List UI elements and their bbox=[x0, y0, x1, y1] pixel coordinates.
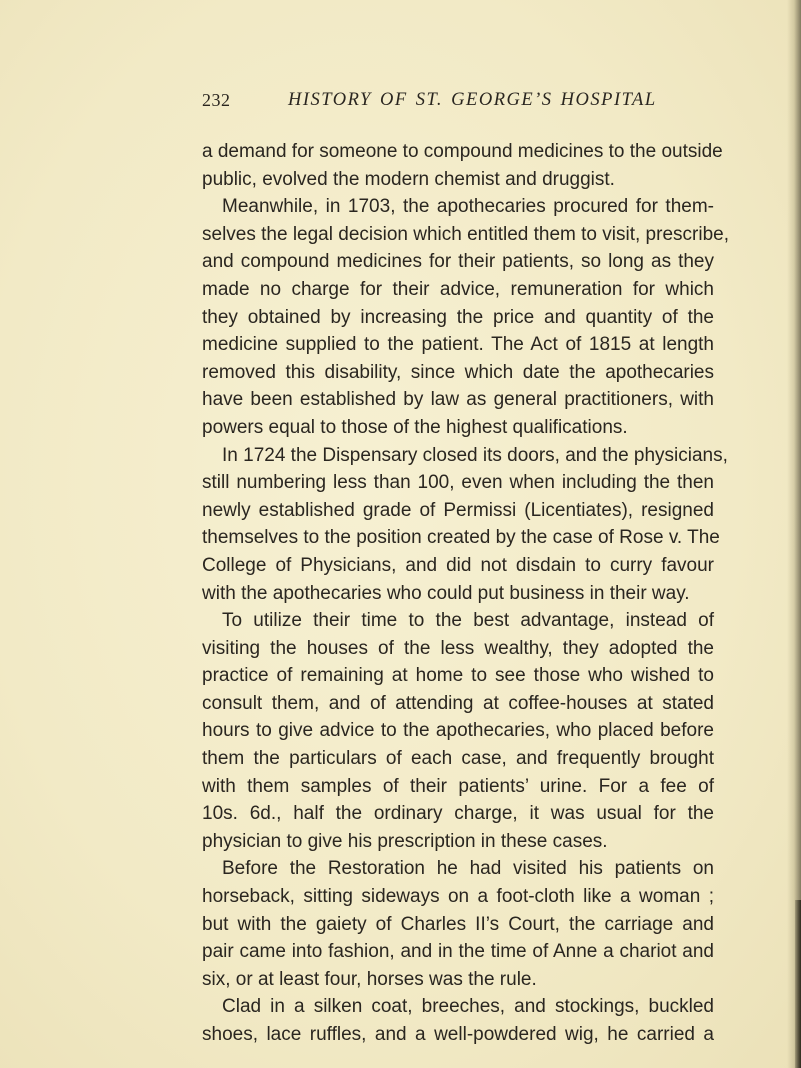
text-line: have been established by law as general practitioners, with bbox=[202, 389, 714, 411]
page-edge-dark bbox=[795, 900, 801, 1068]
text-line: physician to give his prescription in these cases. bbox=[202, 830, 608, 852]
page-header bbox=[202, 90, 714, 114]
text-line: themselves to the position created by the case of Rose v. The bbox=[202, 527, 720, 549]
text-line: To utilize their time to the best advantage, instead of bbox=[222, 610, 714, 632]
text-line: practice of remaining at home to see those who wished to bbox=[202, 665, 714, 687]
text-line: hours to give advice to the apothecaries, who placed before bbox=[202, 720, 714, 742]
text-line: removed this disability, since which date the apothecaries bbox=[202, 361, 714, 383]
text-line: 10s. 6d., half the ordinary charge, it was usual for the bbox=[202, 803, 714, 825]
text-line: with them samples of their patients’ urine. For a fee of bbox=[202, 775, 714, 797]
text-line: horseback, sitting sideways on a foot-cloth like a woman ; bbox=[202, 886, 714, 908]
text-line: medicine supplied to the patient. The Act of 1815 at length bbox=[202, 334, 714, 356]
page-number: 232 bbox=[202, 90, 231, 110]
body-text bbox=[202, 138, 729, 1049]
text-line: pair came into fashion, and in the time of Anne a chariot and bbox=[202, 941, 714, 963]
text-line: them the particulars of each case, and frequently brought bbox=[202, 748, 714, 770]
text-line: powers equal to those of the highest qualifications. bbox=[202, 416, 628, 438]
text-line: with the apothecaries who could put business in their way. bbox=[202, 582, 690, 604]
text-line: but with the gaiety of Charles II’s Court, the carriage and bbox=[202, 913, 714, 935]
text-line: Before the Restoration he had visited his patients on bbox=[222, 858, 714, 880]
text-line: made no charge for their advice, remuneration for which bbox=[202, 278, 714, 300]
text-line: consult them, and of attending at coffee-houses at stated bbox=[202, 692, 714, 714]
text-line: Meanwhile, in 1703, the apothecaries procured for them- bbox=[222, 196, 714, 218]
text-line: College of Physicians, and did not disdain to curry favour bbox=[202, 554, 714, 576]
text-line: public, evolved the modern chemist and druggist. bbox=[202, 168, 615, 190]
text-line: visiting the houses of the less wealthy, they adopted the bbox=[202, 637, 714, 659]
text-line: Clad in a silken coat, breeches, and stockings, buckled bbox=[222, 996, 714, 1018]
text-line: selves the legal decision which entitled them to visit, prescribe, bbox=[202, 223, 729, 245]
text-line: shoes, lace ruffles, and a well-powdered wig, he carried a bbox=[202, 1024, 714, 1045]
text-line: newly established grade of Permissi (Licentiates), resigned bbox=[202, 499, 714, 521]
text-line: they obtained by increasing the price and quantity of the bbox=[202, 306, 714, 328]
text-line: still numbering less than 100, even when including the then bbox=[202, 472, 714, 494]
text-line: six, or at least four, horses was the rule. bbox=[202, 968, 537, 990]
text-line: and compound medicines for their patients, so long as they bbox=[202, 251, 714, 273]
running-head: HISTORY OF ST. GEORGE’S HOSPITAL bbox=[288, 90, 657, 110]
text-line: In 1724 the Dispensary closed its doors, and the physicians, bbox=[222, 444, 728, 466]
text-line: a demand for someone to compound medicines to the outside bbox=[202, 141, 723, 162]
